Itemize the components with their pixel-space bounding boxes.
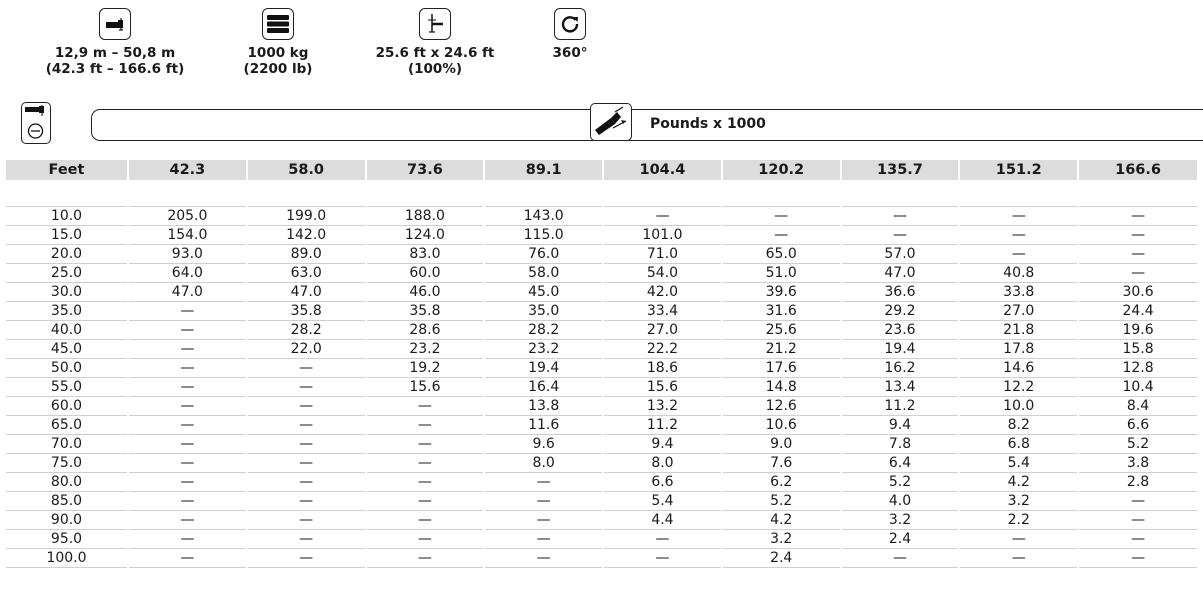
capacity-cell: — <box>366 397 485 416</box>
radius-cell: 95.0 <box>6 530 128 549</box>
capacity-cell: — <box>366 549 485 568</box>
capacity-cell: — <box>366 435 485 454</box>
capacity-cell: — <box>1078 207 1197 226</box>
capacity-cell: 6.2 <box>722 473 841 492</box>
capacity-cell: — <box>484 473 603 492</box>
radius-cell: 35.0 <box>6 302 128 321</box>
table-row <box>6 378 1197 397</box>
boom-length-metric: 12,9 m – 50,8 m <box>54 45 176 61</box>
capacity-cell: 89.0 <box>247 245 366 264</box>
capacity-cell: 64.0 <box>128 264 247 283</box>
table-header-row <box>6 160 1197 180</box>
capacity-cell: — <box>484 549 603 568</box>
capacity-cell: — <box>128 397 247 416</box>
header-radius: Feet <box>6 160 128 180</box>
capacity-cell: 2.4 <box>841 530 960 549</box>
counterweight-icon <box>262 8 294 40</box>
capacity-cell: — <box>247 359 366 378</box>
capacity-cell: — <box>128 359 247 378</box>
capacity-cell: — <box>366 473 485 492</box>
capacity-cell: 19.4 <box>484 359 603 378</box>
capacity-cell: — <box>1078 530 1197 549</box>
capacity-cell: 6.4 <box>841 454 960 473</box>
capacity-cell: 17.8 <box>959 340 1078 359</box>
capacity-cell: — <box>247 397 366 416</box>
header-boom-length: 42.3 <box>128 160 247 180</box>
capacity-cell: — <box>841 207 960 226</box>
capacity-cell: 54.0 <box>603 264 722 283</box>
capacity-cell: 28.6 <box>366 321 485 340</box>
capacity-cell: 51.0 <box>722 264 841 283</box>
rotation-icon <box>554 8 586 40</box>
capacity-cell: — <box>603 549 722 568</box>
capacity-cell: 16.2 <box>841 359 960 378</box>
capacity-cell: 8.2 <box>959 416 1078 435</box>
capacity-cell: — <box>1078 245 1197 264</box>
radius-cell: 70.0 <box>6 435 128 454</box>
capacity-cell: — <box>1078 226 1197 245</box>
capacity-cell: 7.6 <box>722 454 841 473</box>
capacity-cell: — <box>247 435 366 454</box>
capacity-cell: — <box>959 207 1078 226</box>
capacity-cell: — <box>959 530 1078 549</box>
capacity-cell: — <box>722 226 841 245</box>
capacity-cell: 6.6 <box>1078 416 1197 435</box>
table-row <box>6 473 1197 492</box>
capacity-cell: 8.0 <box>603 454 722 473</box>
table-row <box>6 359 1197 378</box>
capacity-cell: — <box>128 530 247 549</box>
capacity-cell: 35.8 <box>366 302 485 321</box>
table-row <box>6 283 1197 302</box>
outrigger-percent: (100%) <box>407 61 463 77</box>
capacity-cell: 5.4 <box>959 454 1078 473</box>
radius-cell: 20.0 <box>6 245 128 264</box>
capacity-cell: — <box>1078 549 1197 568</box>
capacity-cell: — <box>128 302 247 321</box>
capacity-cell: 27.0 <box>959 302 1078 321</box>
capacity-cell: 17.6 <box>722 359 841 378</box>
capacity-cell: — <box>128 454 247 473</box>
capacity-cell: 19.6 <box>1078 321 1197 340</box>
capacity-imperial: (2200 lb) <box>243 61 313 77</box>
table-row <box>6 530 1197 549</box>
outrigger-size: 25.6 ft x 24.6 ft <box>375 45 495 61</box>
capacity-cell: 24.4 <box>1078 302 1197 321</box>
capacity-cell: 16.4 <box>484 378 603 397</box>
table-row <box>6 511 1197 530</box>
capacity-cell: 205.0 <box>128 207 247 226</box>
capacity-cell: — <box>603 207 722 226</box>
capacity-cell: — <box>484 511 603 530</box>
capacity-cell: 45.0 <box>484 283 603 302</box>
capacity-cell: 28.2 <box>247 321 366 340</box>
radius-cell: 50.0 <box>6 359 128 378</box>
capacity-cell: — <box>959 226 1078 245</box>
capacity-cell: 42.0 <box>603 283 722 302</box>
capacity-cell: — <box>128 473 247 492</box>
header-boom-length: 135.7 <box>841 160 960 180</box>
capacity-cell: 8.4 <box>1078 397 1197 416</box>
rotation-value: 360° <box>552 45 588 61</box>
capacity-cell: 154.0 <box>128 226 247 245</box>
header-boom-length: 151.2 <box>959 160 1078 180</box>
capacity-cell: 3.8 <box>1078 454 1197 473</box>
capacity-cell: 22.2 <box>603 340 722 359</box>
capacity-cell: — <box>247 454 366 473</box>
capacity-cell: — <box>484 492 603 511</box>
capacity-cell: 3.2 <box>722 530 841 549</box>
capacity-cell: 47.0 <box>128 283 247 302</box>
radius-cell: 10.0 <box>6 207 128 226</box>
capacity-cell: 11.2 <box>603 416 722 435</box>
radius-cell: 15.0 <box>6 226 128 245</box>
header-boom-length: 104.4 <box>603 160 722 180</box>
table-row <box>6 264 1197 283</box>
capacity-cell: 5.2 <box>841 473 960 492</box>
capacity-cell: — <box>1078 264 1197 283</box>
capacity-cell: — <box>722 207 841 226</box>
capacity-cell: — <box>247 416 366 435</box>
spec-boom-length <box>30 8 200 77</box>
capacity-cell: 15.8 <box>1078 340 1197 359</box>
radius-cell: 75.0 <box>6 454 128 473</box>
table-row <box>6 397 1197 416</box>
capacity-cell: — <box>841 549 960 568</box>
capacity-cell: — <box>247 530 366 549</box>
capacity-cell: 83.0 <box>366 245 485 264</box>
radius-cell: 65.0 <box>6 416 128 435</box>
radius-cell: 45.0 <box>6 340 128 359</box>
header-boom-length: 58.0 <box>247 160 366 180</box>
capacity-cell: 39.6 <box>722 283 841 302</box>
unit-label: Pounds x 1000 <box>650 116 766 132</box>
capacity-cell: 12.2 <box>959 378 1078 397</box>
capacity-cell: 57.0 <box>841 245 960 264</box>
header-boom-length: 89.1 <box>484 160 603 180</box>
capacity-cell: 2.2 <box>959 511 1078 530</box>
capacity-cell: 199.0 <box>247 207 366 226</box>
capacity-cell: 21.2 <box>722 340 841 359</box>
capacity-cell: 7.8 <box>841 435 960 454</box>
capacity-cell: — <box>959 245 1078 264</box>
capacity-cell: 30.6 <box>1078 283 1197 302</box>
boom-length-imperial: (42.3 ft – 166.6 ft) <box>45 61 185 77</box>
capacity-cell: 23.6 <box>841 321 960 340</box>
radius-cell: 85.0 <box>6 492 128 511</box>
table-row <box>6 321 1197 340</box>
capacity-cell: 40.8 <box>959 264 1078 283</box>
capacity-cell: — <box>1078 511 1197 530</box>
capacity-cell: 15.6 <box>603 378 722 397</box>
capacity-cell: — <box>959 549 1078 568</box>
header-boom-length: 166.6 <box>1078 160 1197 180</box>
capacity-cell: 11.6 <box>484 416 603 435</box>
capacity-metric: 1000 kg <box>247 45 309 61</box>
capacity-cell: — <box>128 416 247 435</box>
capacity-cell: 35.8 <box>247 302 366 321</box>
capacity-cell: — <box>128 378 247 397</box>
capacity-cell: 29.2 <box>841 302 960 321</box>
capacity-cell: — <box>128 435 247 454</box>
header-boom-length: 73.6 <box>366 160 485 180</box>
boom-length-icon <box>99 8 131 40</box>
capacity-cell: 4.2 <box>722 511 841 530</box>
capacity-cell: 12.6 <box>722 397 841 416</box>
capacity-cell: 9.4 <box>603 435 722 454</box>
capacity-cell: 47.0 <box>841 264 960 283</box>
capacity-cell: — <box>841 226 960 245</box>
capacity-cell: 5.2 <box>722 492 841 511</box>
capacity-cell: 4.2 <box>959 473 1078 492</box>
capacity-cell: 19.4 <box>841 340 960 359</box>
capacity-cell: 12.8 <box>1078 359 1197 378</box>
capacity-cell: 9.6 <box>484 435 603 454</box>
capacity-cell: 6.6 <box>603 473 722 492</box>
capacity-cell: 23.2 <box>484 340 603 359</box>
header-boom-length: 120.2 <box>722 160 841 180</box>
capacity-cell: 13.4 <box>841 378 960 397</box>
capacity-cell: 2.4 <box>722 549 841 568</box>
capacity-cell: 13.2 <box>603 397 722 416</box>
capacity-cell: 14.8 <box>722 378 841 397</box>
capacity-cell: — <box>366 492 485 511</box>
capacity-cell: 101.0 <box>603 226 722 245</box>
capacity-cell: 19.2 <box>366 359 485 378</box>
capacity-cell: 9.4 <box>841 416 960 435</box>
table-row <box>6 416 1197 435</box>
capacity-cell: 46.0 <box>366 283 485 302</box>
capacity-cell: — <box>366 530 485 549</box>
capacity-cell: — <box>247 492 366 511</box>
capacity-cell: 5.2 <box>1078 435 1197 454</box>
capacity-cell: 21.8 <box>959 321 1078 340</box>
capacity-cell: 3.2 <box>841 511 960 530</box>
capacity-cell: 35.0 <box>484 302 603 321</box>
capacity-cell: 15.6 <box>366 378 485 397</box>
radius-cell: 25.0 <box>6 264 128 283</box>
capacity-cell: 4.0 <box>841 492 960 511</box>
capacity-cell: 71.0 <box>603 245 722 264</box>
load-chart-table <box>6 160 1197 568</box>
capacity-cell: 27.0 <box>603 321 722 340</box>
capacity-cell: — <box>366 416 485 435</box>
capacity-cell: 8.0 <box>484 454 603 473</box>
capacity-cell: 63.0 <box>247 264 366 283</box>
capacity-cell: 22.0 <box>247 340 366 359</box>
table-row <box>6 340 1197 359</box>
capacity-cell: 10.0 <box>959 397 1078 416</box>
capacity-cell: — <box>484 530 603 549</box>
capacity-cell: 10.4 <box>1078 378 1197 397</box>
capacity-cell: — <box>247 549 366 568</box>
capacity-cell: 93.0 <box>128 245 247 264</box>
table-row <box>6 245 1197 264</box>
capacity-cell: 142.0 <box>247 226 366 245</box>
capacity-cell: — <box>603 530 722 549</box>
capacity-cell: 23.2 <box>366 340 485 359</box>
load-angle-icon <box>590 103 632 141</box>
radius-cell: 40.0 <box>6 321 128 340</box>
radius-cell: 55.0 <box>6 378 128 397</box>
table-row <box>6 207 1197 226</box>
capacity-cell: 58.0 <box>484 264 603 283</box>
table-row <box>6 302 1197 321</box>
capacity-cell: — <box>247 378 366 397</box>
spec-outrigger <box>360 8 510 77</box>
capacity-cell: — <box>128 511 247 530</box>
capacity-cell: 33.4 <box>603 302 722 321</box>
capacity-cell: — <box>128 549 247 568</box>
capacity-cell: 4.4 <box>603 511 722 530</box>
capacity-cell: 2.8 <box>1078 473 1197 492</box>
capacity-cell: — <box>128 321 247 340</box>
capacity-cell: — <box>366 454 485 473</box>
capacity-cell: 5.4 <box>603 492 722 511</box>
capacity-cell: 36.6 <box>841 283 960 302</box>
radius-cell: 80.0 <box>6 473 128 492</box>
capacity-cell: 9.0 <box>722 435 841 454</box>
capacity-cell: 47.0 <box>247 283 366 302</box>
capacity-cell: 6.8 <box>959 435 1078 454</box>
table-row <box>6 492 1197 511</box>
capacity-cell: 115.0 <box>484 226 603 245</box>
radius-cell: 60.0 <box>6 397 128 416</box>
capacity-cell: 3.2 <box>959 492 1078 511</box>
outrigger-icon <box>419 8 451 40</box>
capacity-cell: — <box>128 340 247 359</box>
capacity-cell: 18.6 <box>603 359 722 378</box>
capacity-cell: — <box>247 511 366 530</box>
radius-cell: 100.0 <box>6 549 128 568</box>
capacity-cell: 143.0 <box>484 207 603 226</box>
table-row <box>6 435 1197 454</box>
capacity-cell: — <box>247 473 366 492</box>
units-bar <box>91 109 1203 141</box>
boom-radius-icon <box>21 102 51 144</box>
spec-rotation <box>540 8 600 61</box>
capacity-cell: 65.0 <box>722 245 841 264</box>
spacer-row <box>6 180 1197 207</box>
table-row <box>6 549 1197 568</box>
capacity-cell: 31.6 <box>722 302 841 321</box>
table-row <box>6 226 1197 245</box>
capacity-cell: 11.2 <box>841 397 960 416</box>
capacity-cell: — <box>366 511 485 530</box>
capacity-cell: 124.0 <box>366 226 485 245</box>
capacity-cell: 28.2 <box>484 321 603 340</box>
capacity-cell: — <box>128 492 247 511</box>
radius-cell: 30.0 <box>6 283 128 302</box>
capacity-cell: 60.0 <box>366 264 485 283</box>
capacity-cell: 76.0 <box>484 245 603 264</box>
table-row <box>6 454 1197 473</box>
capacity-cell: 14.6 <box>959 359 1078 378</box>
capacity-cell: 188.0 <box>366 207 485 226</box>
capacity-cell: — <box>1078 492 1197 511</box>
capacity-cell: 13.8 <box>484 397 603 416</box>
capacity-cell: 10.6 <box>722 416 841 435</box>
spec-capacity <box>228 8 328 77</box>
radius-cell: 90.0 <box>6 511 128 530</box>
capacity-cell: 33.8 <box>959 283 1078 302</box>
capacity-cell: 25.6 <box>722 321 841 340</box>
